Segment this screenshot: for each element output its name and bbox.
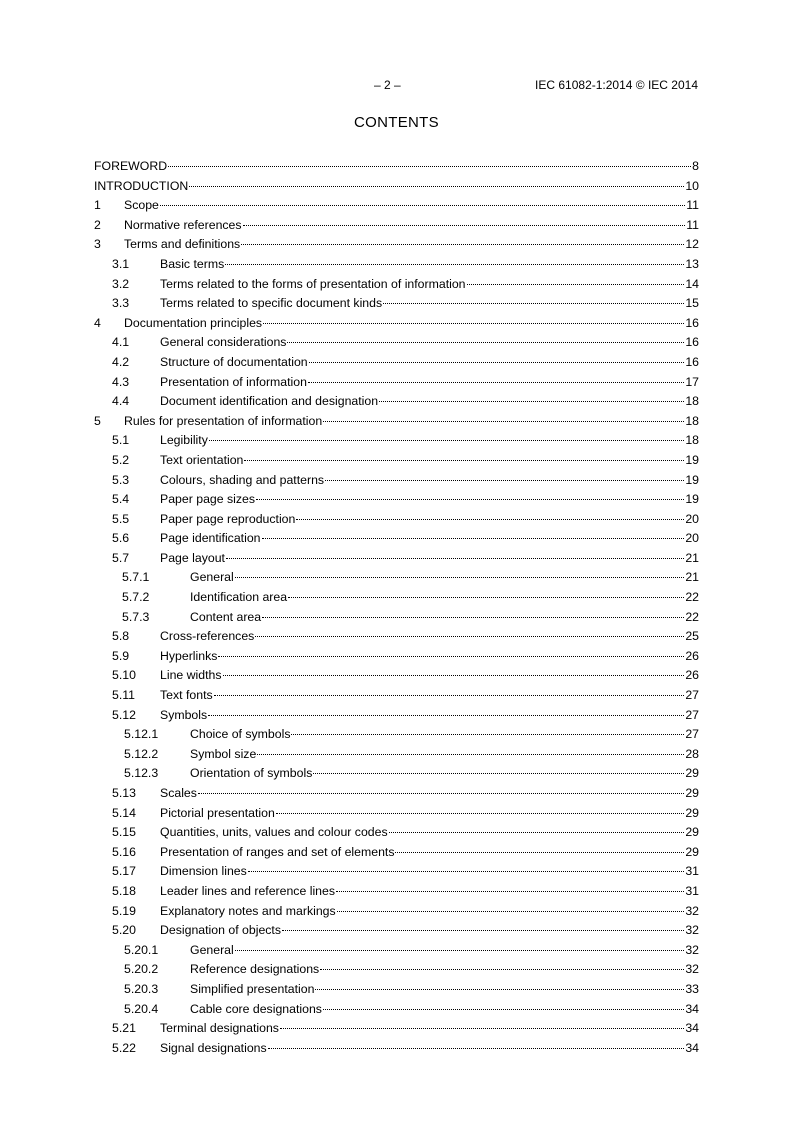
toc-entry-page: 32 [685, 903, 699, 918]
toc-entry[interactable] [94, 608, 699, 628]
toc-entry[interactable] [94, 666, 699, 686]
toc-entry-number: 4.1 [112, 335, 130, 350]
toc-entry[interactable] [94, 843, 699, 863]
dot-leader [291, 734, 684, 735]
toc-entry-label: Presentation of ranges and set of elements [160, 844, 395, 859]
toc-entry-page: 20 [685, 511, 699, 526]
toc-entry[interactable] [94, 294, 699, 314]
toc-entry[interactable] [94, 588, 699, 608]
toc-entry-page: 33 [685, 981, 699, 996]
dot-leader [313, 773, 684, 774]
toc-entry-page: 13 [685, 256, 699, 271]
toc-entry-page: 8 [692, 159, 699, 173]
toc-entry[interactable] [94, 353, 699, 373]
dot-leader [223, 675, 685, 676]
dot-leader [320, 969, 684, 970]
dot-leader [288, 597, 684, 598]
toc-entry[interactable] [94, 764, 699, 784]
toc-entry-page: 26 [685, 668, 699, 683]
toc-entry-label: Terminal designations [160, 1021, 279, 1036]
toc-entry-page: 16 [685, 315, 699, 330]
toc-entry-label: Reference designations [190, 962, 320, 977]
toc-entry[interactable] [94, 412, 699, 432]
dot-leader [198, 793, 684, 794]
dot-leader [248, 871, 685, 872]
toc-entry-label: Rules for presentation of information [124, 413, 323, 428]
toc-entry-label: Symbol size [190, 746, 257, 761]
toc-entry-number: 5.20.3 [124, 981, 159, 996]
toc-entry[interactable] [94, 1039, 699, 1059]
toc-entry-number: 5.10 [112, 668, 136, 683]
dot-leader [241, 244, 684, 245]
toc-entry-number: 5.20.4 [124, 1001, 159, 1016]
toc-entry[interactable] [94, 862, 699, 882]
dot-leader [263, 323, 684, 324]
toc-entry-number: 5 [94, 413, 101, 428]
toc-entry[interactable] [94, 784, 699, 804]
toc-entry-page: 11 [686, 198, 699, 213]
toc-entry-number: 5.8 [112, 629, 130, 644]
toc-entry-label: Normative references [124, 217, 242, 232]
toc-entry[interactable] [94, 804, 699, 824]
toc-entry-page: 19 [685, 472, 699, 487]
toc-entry-page: 18 [685, 433, 699, 448]
toc-entry-number: 4.2 [112, 354, 130, 369]
toc-entry-label: Cross-references [160, 629, 255, 644]
toc-entry-page: 10 [685, 178, 699, 193]
toc-entry-label: Terms related to the forms of presentation of information [160, 276, 466, 291]
dot-leader [262, 538, 685, 539]
toc-entry-label: Pictorial presentation [160, 805, 275, 820]
toc-entry-label: Basic terms [160, 256, 225, 271]
toc-entry-label: Terms related to specific document kinds [160, 296, 383, 311]
toc-entry-number: 5.16 [112, 844, 136, 859]
dot-leader [243, 225, 686, 226]
toc-entry[interactable] [94, 235, 699, 255]
toc-entry-page: 32 [685, 942, 699, 957]
toc-entry-page: 21 [685, 570, 699, 585]
toc-entry-label: Presentation of information [160, 374, 307, 389]
dot-leader [235, 950, 685, 951]
toc-entry-label: Explanatory notes and markings [160, 903, 336, 918]
toc-entry[interactable] [94, 980, 699, 1000]
toc-entry[interactable] [94, 529, 699, 549]
toc-entry-number: 5.20 [112, 923, 136, 938]
toc-entry-page: 21 [685, 550, 699, 565]
dot-leader [214, 695, 685, 696]
toc-entry-label: Cable core designations [190, 1001, 322, 1016]
toc-entry-page: 27 [685, 688, 699, 703]
toc-entry-page: 29 [685, 825, 699, 840]
toc-entry[interactable] [94, 745, 699, 765]
toc-entry[interactable] [94, 275, 699, 295]
dot-leader [276, 813, 684, 814]
dot-leader [389, 832, 685, 833]
toc-entry[interactable] [94, 510, 699, 530]
toc-entry-number: 5.13 [112, 786, 136, 800]
toc-entry-number: 5.12.1 [124, 727, 159, 742]
toc-entry[interactable] [94, 196, 699, 216]
toc-entry[interactable] [94, 471, 699, 491]
toc-entry-number: 5.12.2 [124, 746, 159, 761]
dot-leader [296, 519, 684, 520]
dot-leader [257, 754, 684, 755]
toc-entry[interactable] [94, 706, 699, 726]
toc-entry-page: 17 [685, 374, 699, 389]
dot-leader [309, 362, 685, 363]
toc-entry-page: 27 [685, 727, 699, 742]
toc-entry-number: 5.12 [112, 707, 136, 722]
toc-entry-label: Paper page sizes [160, 492, 256, 507]
toc-entry[interactable] [94, 333, 699, 353]
toc-entry-number: 4.3 [112, 374, 130, 389]
dot-leader [308, 382, 684, 383]
toc-entry[interactable] [94, 941, 699, 961]
toc-entry-page: 18 [685, 394, 699, 409]
toc-entry-page: 34 [685, 1021, 699, 1036]
toc-entry[interactable] [94, 157, 699, 177]
toc-entry[interactable] [94, 549, 699, 569]
toc-entry-number: 5.14 [112, 805, 136, 820]
toc-entry-page: 32 [685, 962, 699, 977]
toc-entry-number: 5.20.2 [124, 962, 159, 977]
page-title: CONTENTS [354, 114, 439, 131]
toc-entry-page: 19 [685, 452, 699, 467]
dot-leader [168, 166, 691, 167]
toc-entry-label: Orientation of symbols [190, 766, 313, 781]
toc-entry[interactable] [94, 647, 699, 667]
toc-entry-page: 15 [685, 296, 699, 311]
toc-entry[interactable] [94, 960, 699, 980]
toc-entry-number: 5.21 [112, 1021, 136, 1036]
toc-entry[interactable] [94, 373, 699, 393]
dot-leader [336, 891, 684, 892]
toc-entry-page: 29 [685, 766, 699, 781]
toc-entry-page: 11 [686, 217, 699, 232]
toc-entry-number: 5.20.1 [124, 942, 159, 957]
toc-entry-label: Colours, shading and patterns [160, 472, 325, 487]
dot-leader [256, 499, 684, 500]
toc-entry-page: 25 [685, 629, 699, 644]
toc-entry[interactable] [94, 216, 699, 236]
toc-entry-number: 3.1 [112, 256, 130, 271]
toc-entry-number: 5.4 [112, 492, 130, 507]
toc-entry-label: Leader lines and reference lines [160, 883, 336, 898]
toc-entry-number: 5.1 [112, 433, 130, 448]
toc-entry-number: 5.5 [112, 511, 130, 526]
dot-leader [209, 440, 684, 441]
toc-entry-label: Documentation principles [124, 315, 263, 330]
toc-entry[interactable] [94, 902, 699, 922]
toc-entry-page: 26 [685, 648, 699, 663]
toc-entry-label: Line widths [160, 668, 222, 683]
dot-leader [379, 401, 684, 402]
toc-entry-page: 22 [685, 609, 699, 624]
toc-entry-page: 29 [685, 805, 699, 820]
toc-entry[interactable] [94, 627, 699, 647]
toc-entry-label: General considerations [160, 335, 287, 350]
toc-entry-label: Symbols [160, 707, 208, 722]
toc-entry-label: Hyperlinks [160, 648, 218, 663]
toc-entry-number: 1 [94, 198, 101, 213]
dot-leader [383, 303, 684, 304]
toc-entry-label: FOREWORD [94, 159, 168, 173]
toc-entry[interactable] [94, 686, 699, 706]
toc-entry-number: 4.4 [112, 394, 130, 409]
toc-entry-number: 5.7 [112, 550, 130, 565]
toc-entry[interactable] [94, 823, 699, 843]
toc-entry[interactable] [94, 177, 699, 197]
toc-entry-label: Quantities, units, values and colour codes [160, 825, 388, 840]
toc-entry-label: General [190, 942, 234, 957]
toc-entry-label: Legibility [160, 433, 208, 448]
dot-leader [255, 636, 684, 637]
dot-leader [226, 558, 684, 559]
toc-entry[interactable] [94, 1019, 699, 1039]
dot-leader [225, 264, 684, 265]
toc-entry-label: Identification area [190, 590, 288, 605]
toc-entry-label: Terms and definitions [124, 237, 241, 252]
toc-entry-number: 3 [94, 237, 101, 252]
dot-leader [282, 930, 684, 931]
toc-entry-number: 5.2 [112, 452, 130, 467]
toc-entry-page: 32 [685, 923, 699, 938]
toc-entry-number: 2 [94, 217, 101, 232]
toc-entry[interactable] [94, 392, 699, 412]
toc-entry-page: 19 [685, 492, 699, 507]
toc-entry-page: 16 [685, 335, 699, 350]
toc-entry-page: 22 [685, 590, 699, 605]
toc-entry-number: 5.12.3 [124, 766, 159, 781]
toc-entry[interactable] [94, 314, 699, 334]
toc-entry-page: 14 [685, 276, 699, 291]
dot-leader [315, 989, 684, 990]
dot-leader [218, 656, 684, 657]
toc-entry-page: 18 [685, 413, 699, 428]
toc-entry-number: 5.7.3 [122, 609, 150, 624]
toc-entry-label: Paper page reproduction [160, 511, 296, 526]
dot-leader [189, 186, 684, 187]
toc-entry-number: 5.6 [112, 531, 130, 546]
dot-leader [337, 911, 685, 912]
toc-entry-label: Document identification and designation [160, 394, 379, 409]
toc-entry-number: 3.3 [112, 296, 130, 311]
toc-entry-label: Page layout [160, 550, 225, 565]
toc-entry[interactable] [94, 490, 699, 510]
toc-entry-label: Signal designations [160, 1040, 267, 1055]
dot-leader [268, 1048, 685, 1049]
toc-entry-number: 4 [94, 315, 101, 330]
toc-entry-label: Choice of symbols [190, 727, 291, 742]
toc-entry-label: Text fonts [160, 688, 213, 703]
toc-entry-page: 31 [685, 883, 699, 898]
toc-entry[interactable] [94, 1000, 699, 1020]
toc-entry-number: 5.18 [112, 883, 136, 898]
toc-entry-page: 31 [685, 864, 699, 879]
table-of-contents [94, 157, 699, 1058]
dot-leader [467, 284, 685, 285]
toc-entry-number: 5.3 [112, 472, 130, 487]
toc-entry[interactable] [94, 725, 699, 745]
toc-entry[interactable] [94, 568, 699, 588]
dot-leader [160, 205, 685, 206]
toc-entry-page: 20 [685, 531, 699, 546]
toc-entry[interactable] [94, 431, 699, 451]
toc-entry-label: Content area [190, 609, 262, 624]
toc-entry-page: 34 [685, 1040, 699, 1055]
toc-entry-page: 29 [685, 786, 699, 800]
dot-leader [235, 577, 685, 578]
toc-entry-number: 5.22 [112, 1040, 136, 1055]
toc-entry-label: Scales [160, 786, 197, 800]
toc-entry-page: 12 [685, 237, 699, 252]
toc-entry-page: 28 [685, 746, 699, 761]
toc-entry-label: Text orientation [160, 452, 244, 467]
toc-entry-number: 5.7.1 [122, 570, 150, 585]
toc-entry-number: 5.15 [112, 825, 136, 840]
toc-entry-number: 5.19 [112, 903, 136, 918]
dot-leader [280, 1028, 684, 1029]
dot-leader [395, 852, 684, 853]
toc-entry-label: Designation of objects [160, 923, 281, 938]
toc-entry-page: 34 [685, 1001, 699, 1016]
toc-entry-label: General [190, 570, 234, 585]
toc-entry-number: 5.11 [112, 688, 136, 703]
toc-entry-number: 3.2 [112, 276, 130, 291]
dot-leader [325, 480, 684, 481]
document-id: IEC 61082-1:2014 © IEC 2014 [535, 78, 698, 92]
page-number: – 2 – [374, 78, 401, 92]
dot-leader [323, 1009, 684, 1010]
dot-leader [287, 342, 684, 343]
toc-entry[interactable] [94, 921, 699, 941]
toc-entry-number: 5.7.2 [122, 590, 150, 605]
dot-leader [262, 617, 684, 618]
toc-entry-label: Dimension lines [160, 864, 247, 879]
dot-leader [244, 460, 684, 461]
toc-entry-page: 27 [685, 707, 699, 722]
toc-entry-label: Structure of documentation [160, 354, 308, 369]
toc-entry-label: Page identification [160, 531, 261, 546]
toc-entry[interactable] [94, 882, 699, 902]
toc-entry-page: 16 [685, 354, 699, 369]
dot-leader [208, 715, 684, 716]
toc-entry-label: INTRODUCTION [94, 178, 189, 193]
toc-entry[interactable] [94, 255, 699, 275]
toc-entry-label: Simplified presentation [190, 981, 315, 996]
toc-entry-number: 5.9 [112, 648, 130, 663]
toc-entry-label: Scope [124, 198, 159, 213]
toc-entry-page: 29 [685, 844, 699, 859]
dot-leader [323, 421, 684, 422]
toc-entry-number: 5.17 [112, 864, 136, 879]
toc-entry[interactable] [94, 451, 699, 471]
